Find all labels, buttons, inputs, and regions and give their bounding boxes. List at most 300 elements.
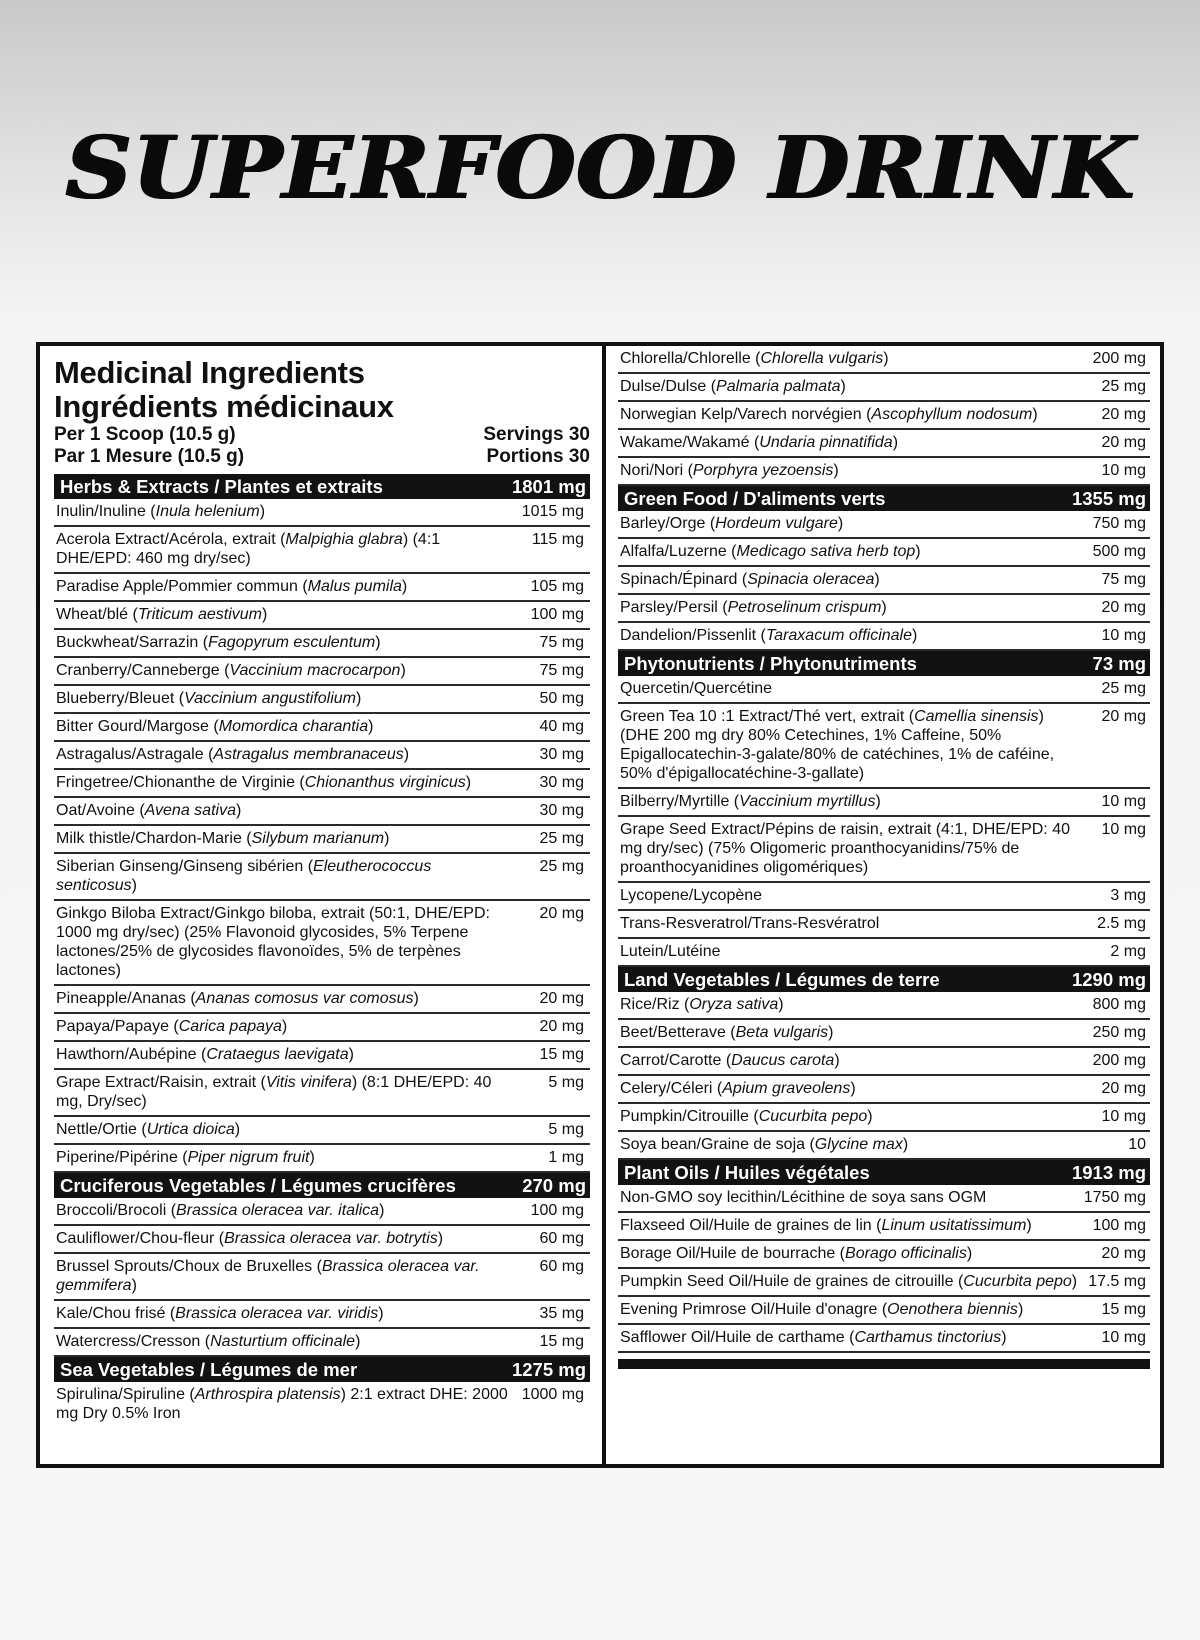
ingredient-detail: )	[837, 515, 844, 532]
ingredient-amount: 10	[1128, 1136, 1146, 1153]
page-title: SUPERFOOD DRINK	[65, 118, 1135, 219]
section-amount: 1290 mg	[1071, 969, 1146, 990]
ingredient-common-name: Bilberry/Myrtille (	[620, 793, 740, 810]
ingredient-common-name: Astragalus/Astragale (	[56, 746, 214, 763]
ingredient-latin-name: Avena sativa	[144, 802, 236, 819]
section-header	[618, 967, 1150, 992]
ingredient-common-name: Borage Oil/Huile de bourrache (	[620, 1245, 846, 1262]
ingredient-common-name: Nettle/Ortie (	[56, 1121, 147, 1138]
ingredient-name	[620, 707, 1086, 783]
ingredient-detail: )	[378, 1305, 384, 1322]
per-scoop-fr: Par 1 Mesure (10.5 g)	[54, 446, 245, 467]
ingredient-name	[620, 995, 1086, 1014]
ingredient-name	[56, 689, 524, 708]
ingredient-amount: 20 mg	[539, 905, 584, 922]
ingredient-name	[620, 1051, 1086, 1070]
ingredient-common-name: Wheat/blé (	[56, 606, 138, 623]
ingredient-row	[618, 623, 1150, 651]
ingredient-name	[56, 661, 524, 680]
ingredient-common-name: Non-GMO soy lecithin/Lécithine de soya sans OGM	[620, 1189, 987, 1206]
ingredient-row	[618, 1076, 1150, 1104]
ingredient-row	[54, 1145, 590, 1173]
ingredient-common-name: Inulin/Inuline (	[56, 503, 156, 520]
ingredient-name	[56, 1332, 524, 1351]
ingredients-header	[54, 346, 590, 468]
ingredient-row	[618, 539, 1150, 567]
ingredient-common-name: Nori/Nori (	[620, 462, 693, 479]
ingredient-detail: )	[465, 774, 472, 791]
ingredient-common-name: Soya bean/Graine de soja (	[620, 1136, 815, 1153]
ingredient-amount: 750 mg	[1092, 515, 1146, 532]
ingredient-row	[54, 1382, 590, 1427]
ingredient-common-name: Safflower Oil/Huile de carthame (	[620, 1329, 855, 1346]
ingredient-amount: 10 mg	[1101, 627, 1146, 644]
ingredient-latin-name: Vaccinium angustifolium	[184, 690, 356, 707]
ingredient-row	[54, 527, 590, 574]
ingredient-common-name: Cranberry/Canneberge (	[56, 662, 230, 679]
ingredient-amount: 60 mg	[539, 1230, 584, 1247]
ingredient-row	[54, 901, 590, 986]
ingredient-row	[618, 430, 1150, 458]
ingredient-common-name: Norwegian Kelp/Varech norvégien (	[620, 406, 872, 423]
serving-row-fr	[54, 446, 590, 468]
ingredient-name	[620, 598, 1086, 617]
ingredient-amount: 100 mg	[1092, 1217, 1146, 1234]
ingredient-common-name: Spinach/Épinard (	[620, 571, 748, 588]
ingredient-detail: )	[403, 746, 410, 763]
ingredient-detail: )	[384, 830, 390, 847]
ingredient-common-name: Barley/Orge (	[620, 515, 716, 532]
ingredient-detail: )	[915, 543, 921, 560]
title-en: Medicinal Ingredients	[54, 355, 365, 390]
section-name: Plant Oils / Huiles végétales	[624, 1162, 870, 1183]
ingredient-row	[54, 798, 590, 826]
ingredient-amount: 200 mg	[1092, 1052, 1146, 1069]
ingredient-row	[618, 567, 1150, 595]
right-sections	[618, 486, 1150, 1353]
ingredient-row	[618, 676, 1150, 704]
ingredient-latin-name: Chlorella vulgaris	[760, 350, 884, 367]
ingredient-amount: 15 mg	[539, 1333, 584, 1350]
ingredient-detail: )	[892, 434, 899, 451]
ingredient-name	[56, 717, 524, 736]
ingredient-detail: )	[400, 662, 406, 679]
servings-fr: Portions 30	[486, 446, 590, 467]
right-top-items	[618, 346, 1150, 486]
ingredient-common-name: Fringetree/Chionanthe de Virginie (	[56, 774, 305, 791]
ingredient-name	[620, 820, 1086, 877]
section-header	[54, 1357, 590, 1382]
ingredient-name	[620, 514, 1086, 533]
ingredient-name	[56, 989, 524, 1008]
ingredient-detail: )	[850, 1080, 856, 1097]
ingredient-common-name: Oat/Avoine (	[56, 802, 145, 819]
ingredient-amount: 1000 mg	[521, 1386, 584, 1403]
ingredient-detail: )	[883, 350, 889, 367]
ingredient-common-name: Paradise Apple/Pommier commun (	[56, 578, 308, 595]
ingredient-row	[618, 1048, 1150, 1076]
ingredient-amount: 20 mg	[1101, 1080, 1146, 1097]
ingredient-amount: 10 mg	[1101, 1329, 1146, 1346]
ingredient-row	[54, 742, 590, 770]
ingredient-row	[54, 1117, 590, 1145]
ingredient-latin-name: Vaccinium myrtillus	[739, 793, 876, 810]
ingredient-row	[618, 402, 1150, 430]
ingredient-row	[54, 499, 590, 527]
ingredient-detail: )	[875, 793, 881, 810]
ingredient-latin-name: Camellia sinensis	[914, 708, 1039, 725]
ingredient-name	[56, 1257, 524, 1295]
ingredient-latin-name: Cucurbita pepo	[963, 1273, 1072, 1290]
ingredient-row	[618, 883, 1150, 911]
ingredient-name	[56, 633, 524, 652]
ingredient-common-name: Watercress/Cresson (	[56, 1333, 211, 1350]
ingredient-amount: 20 mg	[1101, 406, 1146, 423]
ingredient-detail: )	[834, 1052, 840, 1069]
ingredient-latin-name: Spinacia oleracea	[747, 571, 875, 588]
ingredient-common-name: Evening Primrose Oil/Huile d'onagre (	[620, 1301, 888, 1318]
ingredient-latin-name: Daucus carota	[731, 1052, 835, 1069]
ingredient-detail: )	[1071, 1273, 1078, 1290]
ingredient-detail: )	[1017, 1301, 1024, 1318]
ingredient-amount: 30 mg	[539, 774, 584, 791]
ingredient-row	[54, 826, 590, 854]
ingredient-name	[56, 857, 524, 895]
ingredient-common-name: Piperine/Pipérine (	[56, 1149, 188, 1166]
ingredient-row	[618, 595, 1150, 623]
ingredient-latin-name: Linum usitatissimum	[881, 1217, 1027, 1234]
ingredient-name	[620, 1188, 1084, 1207]
ingredient-amount: 10 mg	[1101, 462, 1146, 479]
ingredient-latin-name: Borago officinalis	[845, 1245, 967, 1262]
ingredient-detail: )	[1001, 1329, 1007, 1346]
ingredient-amount: 10 mg	[1101, 1108, 1146, 1125]
section-amount: 1355 mg	[1071, 488, 1146, 509]
ingredient-name	[56, 1017, 524, 1036]
ingredient-common-name: Beet/Betterave (	[620, 1024, 736, 1041]
ingredient-latin-name: Piper nigrum fruit	[187, 1149, 310, 1166]
ingredient-name	[620, 914, 1086, 933]
column-divider	[602, 346, 606, 1464]
ingredient-row	[618, 1241, 1150, 1269]
left-column	[54, 346, 590, 1427]
ingredient-name	[620, 1328, 1086, 1347]
ingredient-detail: )	[355, 1333, 361, 1350]
ingredient-amount: 60 mg	[539, 1258, 584, 1275]
ingredient-name	[56, 904, 524, 980]
ingredient-detail: )	[348, 1046, 354, 1063]
ingredient-name	[620, 433, 1086, 452]
ingredient-latin-name: Cucurbita pepo	[758, 1108, 868, 1125]
section-header	[54, 474, 590, 499]
ingredient-latin-name: Astragalus membranaceus	[213, 746, 404, 763]
ingredient-name	[56, 1229, 524, 1248]
ingredient-name	[56, 1073, 524, 1111]
ingredient-row	[618, 1269, 1150, 1297]
ingredient-common-name: Blueberry/Bleuet (	[56, 690, 185, 707]
ingredient-row	[618, 1213, 1150, 1241]
ingredient-latin-name: Arthrospira platensis	[194, 1386, 341, 1403]
ingredient-amount: 20 mg	[539, 990, 584, 1007]
right-column	[618, 346, 1150, 1369]
ingredient-row	[54, 686, 590, 714]
ingredient-name	[56, 1148, 524, 1167]
ingredient-latin-name: Brassica oleracea var. viridis	[175, 1305, 379, 1322]
ingredient-row	[618, 992, 1150, 1020]
ingredient-amount: 10 mg	[1101, 821, 1146, 838]
ingredient-name	[56, 530, 524, 568]
ingredient-detail: )	[778, 996, 784, 1013]
ingredient-amount: 250 mg	[1092, 1024, 1146, 1041]
ingredient-row	[618, 704, 1150, 789]
ingredient-row	[54, 1198, 590, 1226]
section-name: Land Vegetables / Légumes de terre	[624, 969, 940, 990]
section-header	[54, 1173, 590, 1198]
section-name: Phytonutrients / Phytonutriments	[624, 653, 917, 674]
ingredient-latin-name: Oenothera biennis	[887, 1301, 1018, 1318]
ingredient-amount: 75 mg	[539, 662, 584, 679]
ingredient-amount: 115 mg	[531, 531, 584, 548]
ingredient-latin-name: Apium graveolens	[722, 1080, 851, 1097]
ingredient-common-name: Grape Extract/Raisin, extrait (	[56, 1074, 266, 1091]
ingredient-name	[620, 792, 1086, 811]
ingredient-latin-name: Brassica oleracea var. italica	[176, 1202, 380, 1219]
ingredient-detail: )	[413, 990, 419, 1007]
ingredient-row	[618, 939, 1150, 967]
ingredient-detail: ) (DHE 200 mg dry 80% Cetechines, 1% Caffeine, 50% Epigallocatechin-3-galate/80% de catéchines, 1% de caféine, 50% d'épigallocatéchine-3-gallate)	[620, 708, 1055, 782]
ingredient-amount: 1015 mg	[521, 503, 584, 520]
ingredient-latin-name: Triticum aestivum	[137, 606, 262, 623]
section-amount: 1275 mg	[511, 1359, 586, 1380]
section-header	[618, 486, 1150, 511]
ingredient-row	[54, 1070, 590, 1117]
ingredient-latin-name: Medicago sativa herb top	[736, 543, 916, 560]
ingredient-name	[620, 1135, 1086, 1154]
ingredient-detail: )	[368, 718, 374, 735]
ingredient-latin-name: Hordeum vulgare	[715, 515, 838, 532]
ingredient-name	[620, 679, 1086, 698]
ingredient-name	[620, 405, 1086, 424]
ingredient-amount: 20 mg	[1101, 1245, 1146, 1262]
ingredient-amount: 200 mg	[1092, 350, 1146, 367]
ingredient-name	[620, 349, 1086, 368]
ingredient-latin-name: Nasturtium officinale	[210, 1333, 356, 1350]
ingredient-detail: )	[234, 1121, 241, 1138]
ingredient-latin-name: Chionanthus virginicus	[304, 774, 466, 791]
ingredient-latin-name: Oryza sativa	[689, 996, 779, 1013]
ingredient-name	[56, 1385, 522, 1423]
ingredient-latin-name: Taraxacum officinale	[765, 627, 913, 644]
ingredient-common-name: Alfalfa/Luzerne (	[620, 543, 737, 560]
ingredient-latin-name: Petroselinum crispum	[727, 599, 882, 616]
ingredient-latin-name: Brassica oleracea var. botrytis	[224, 1230, 438, 1247]
ingredient-name	[620, 570, 1086, 589]
ingredient-row	[618, 1325, 1150, 1353]
ingredient-amount: 5 mg	[548, 1074, 584, 1091]
ingredient-amount: 20 mg	[1101, 599, 1146, 616]
ingredient-name	[56, 773, 524, 792]
ingredient-name	[56, 605, 524, 624]
ingredient-latin-name: Palmaria palmata	[716, 378, 841, 395]
ingredient-row	[618, 1297, 1150, 1325]
ingredient-detail: )	[966, 1245, 973, 1262]
ingredient-name	[56, 577, 524, 596]
ingredient-common-name: Lutein/Lutéine	[620, 943, 721, 960]
ingredient-common-name: Buckwheat/Sarrazin (	[56, 634, 209, 651]
ingredient-amount: 20 mg	[1101, 434, 1146, 451]
ingredient-common-name: Brussel Sprouts/Choux de Bruxelles (	[56, 1258, 322, 1275]
left-sections	[54, 474, 590, 1427]
ingredient-common-name: Wakame/Wakamé (	[620, 434, 760, 451]
per-scoop-en: Per 1 Scoop (10.5 g)	[54, 424, 236, 445]
section-header	[618, 651, 1150, 676]
ingredient-detail: )	[881, 599, 887, 616]
ingredient-name	[56, 502, 522, 521]
ingredient-latin-name: Glycine max	[814, 1136, 903, 1153]
ingredient-row	[54, 1329, 590, 1357]
ingredient-row	[618, 1104, 1150, 1132]
ingredient-common-name: Pumpkin Seed Oil/Huile de graines de citrouille (	[620, 1273, 964, 1290]
ingredient-latin-name: Vaccinium macrocarpon	[229, 662, 401, 679]
ingredient-detail: )	[281, 1018, 288, 1035]
ingredient-name	[620, 942, 1086, 961]
ingredient-detail: )	[912, 627, 918, 644]
ingredient-row	[618, 374, 1150, 402]
ingredient-latin-name: Silybum marianum	[251, 830, 385, 847]
ingredient-row	[618, 911, 1150, 939]
ingredient-detail: )	[375, 634, 381, 651]
ingredient-common-name: Flaxseed Oil/Huile de graines de lin (	[620, 1217, 882, 1234]
ingredient-name	[620, 626, 1086, 645]
ingredient-common-name: Quercetin/Quercétine	[620, 680, 773, 697]
ingredient-latin-name: Momordica charantia	[218, 718, 369, 735]
ingredient-latin-name: Brassica oleracea var. gemmifera	[56, 1258, 480, 1294]
ingredient-name	[620, 461, 1086, 480]
section-name: Sea Vegetables / Légumes de mer	[60, 1359, 358, 1380]
ingredient-row	[618, 1020, 1150, 1048]
ingredient-amount: 500 mg	[1092, 543, 1146, 560]
ingredient-name	[56, 801, 524, 820]
ingredient-detail: )	[902, 1136, 909, 1153]
ingredient-detail: )	[828, 1024, 834, 1041]
ingredient-amount: 10 mg	[1101, 793, 1146, 810]
ingredient-name	[620, 377, 1086, 396]
ingredient-name	[620, 1107, 1086, 1126]
ingredient-row	[54, 1014, 590, 1042]
ingredient-row	[618, 458, 1150, 486]
ingredient-common-name: Dulse/Dulse (	[620, 378, 717, 395]
ingredient-common-name: Rice/Riz (	[620, 996, 690, 1013]
ingredient-name	[56, 1045, 524, 1064]
ingredient-row	[618, 789, 1150, 817]
ingredient-row	[54, 574, 590, 602]
ingredient-detail: )	[235, 802, 242, 819]
ingredient-common-name: Acerola Extract/Acérola, extrait (	[56, 531, 286, 548]
ingredient-row	[54, 1301, 590, 1329]
ingredient-amount: 75 mg	[1101, 571, 1146, 588]
ingredient-amount: 2 mg	[1110, 943, 1146, 960]
ingredient-amount: 30 mg	[539, 802, 584, 819]
ingredient-name	[56, 829, 524, 848]
ingredient-name	[620, 542, 1086, 561]
ingredient-amount: 30 mg	[539, 746, 584, 763]
ingredient-common-name: Spirulina/Spiruline (	[56, 1386, 195, 1403]
ingredient-name	[620, 1216, 1086, 1235]
ingredient-detail: )	[261, 606, 268, 623]
serving-row-en	[54, 424, 590, 446]
ingredient-amount: 15 mg	[1101, 1301, 1146, 1318]
ingredient-row	[54, 602, 590, 630]
ingredient-amount: 17.5 mg	[1088, 1273, 1146, 1290]
ingredient-common-name: Milk thistle/Chardon-Marie (	[56, 830, 252, 847]
ingredient-amount: 105 mg	[530, 578, 584, 595]
section-header	[618, 1160, 1150, 1185]
ingredient-common-name: Parsley/Persil (	[620, 599, 728, 616]
ingredient-row	[54, 630, 590, 658]
ingredient-latin-name: Carica papaya	[178, 1018, 282, 1035]
section-amount: 270 mg	[522, 1175, 586, 1196]
ingredient-name	[620, 886, 1086, 905]
ingredient-row	[54, 1226, 590, 1254]
ingredient-detail: )	[131, 877, 137, 894]
ingredient-amount: 75 mg	[539, 634, 584, 651]
ingredient-detail: )	[437, 1230, 444, 1247]
ingredient-common-name: Pumpkin/Citrouille (	[620, 1108, 759, 1125]
ingredient-latin-name: Ascophyllum nodosum	[871, 406, 1033, 423]
ingredient-common-name: Kale/Chou frisé (	[56, 1305, 176, 1322]
ingredient-row	[54, 714, 590, 742]
ingredient-row	[54, 1042, 590, 1070]
ingredient-latin-name: Porphyra yezoensis	[692, 462, 834, 479]
ingredient-detail: )	[833, 462, 839, 479]
ingredient-detail: )	[379, 1202, 385, 1219]
ingredient-latin-name: Fagopyrum esculentum	[208, 634, 376, 651]
ingredient-common-name: Broccoli/Brocoli (	[56, 1202, 177, 1219]
ingredient-latin-name: Urtica dioica	[146, 1121, 235, 1138]
ingredient-common-name: Hawthorn/Aubépine (	[56, 1046, 207, 1063]
ingredient-amount: 1 mg	[548, 1149, 584, 1166]
ingredient-amount: 40 mg	[539, 718, 584, 735]
ingredient-detail: )	[259, 503, 266, 520]
ingredient-amount: 2.5 mg	[1097, 915, 1146, 932]
ingredient-common-name: Chlorella/Chlorelle (	[620, 350, 761, 367]
ingredient-common-name: Pineapple/Ananas (	[56, 990, 196, 1007]
ingredient-common-name: Cauliflower/Chou-fleur (	[56, 1230, 225, 1247]
ingredient-row	[618, 346, 1150, 374]
ingredient-amount: 20 mg	[539, 1018, 584, 1035]
ingredient-detail: )	[401, 578, 408, 595]
ingredient-detail: ) (8:1 DHE/EPD: 40 mg, Dry/sec)	[56, 1074, 492, 1110]
ingredient-name	[620, 1272, 1086, 1291]
ingredient-row	[618, 1132, 1150, 1160]
section-name: Herbs & Extracts / Plantes et extraits	[60, 476, 383, 497]
ingredient-common-name: Siberian Ginseng/Ginseng sibérien (	[56, 858, 314, 875]
end-bar	[618, 1359, 1150, 1369]
ingredient-amount: 1750 mg	[1083, 1189, 1146, 1206]
ingredient-latin-name: Ananas comosus var comosus	[195, 990, 414, 1007]
ingredient-amount: 3 mg	[1110, 887, 1146, 904]
ingredient-amount: 25 mg	[539, 830, 584, 847]
ingredient-latin-name: Malus pumila	[307, 578, 402, 595]
ingredient-amount: 100 mg	[530, 606, 584, 623]
ingredient-name	[620, 1300, 1086, 1319]
ingredient-row	[54, 1254, 590, 1301]
ingredient-common-name: Grape Seed Extract/Pépins de raisin, extrait (4:1, DHE/EPD: 40 mg dry/sec) (75% Oligomeric proanthocyanidins/75% de proanthocyanidines oligomériques)	[620, 821, 1070, 876]
ingredient-name	[620, 1244, 1086, 1263]
ingredient-common-name: Lycopene/Lycopène	[620, 887, 763, 904]
ingredient-latin-name: Carthamus tinctorius	[854, 1329, 1002, 1346]
ingredient-row	[54, 986, 590, 1014]
